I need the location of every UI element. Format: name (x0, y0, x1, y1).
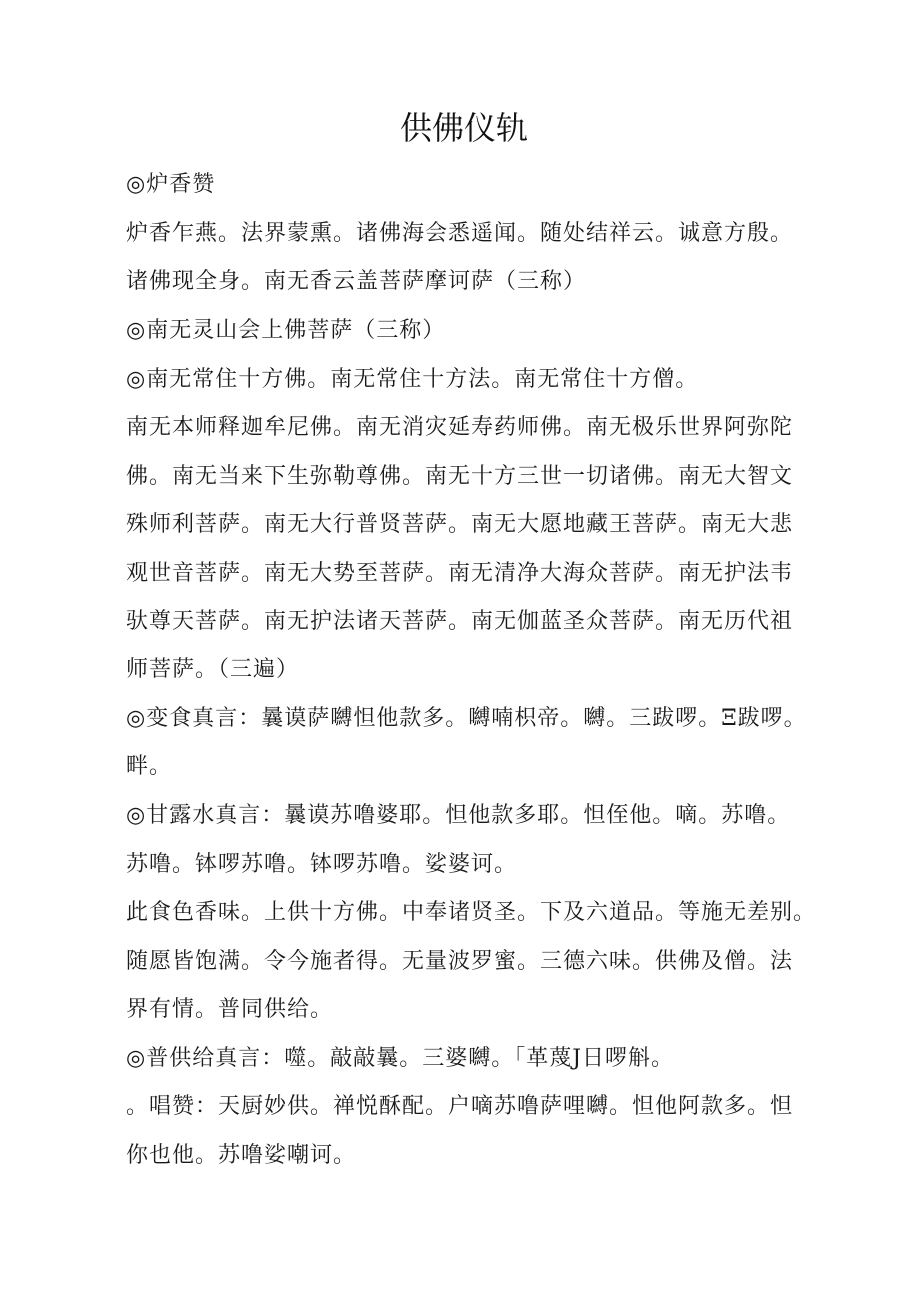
text-line: 炉香乍燕。法界蒙熏。诸佛海会悉遥闻。随处结祥云。诚意方殷。 (126, 221, 794, 246)
heading-three-jewels: ◎南无常住十方佛。南无常住十方法。南无常住十方僧。 (126, 367, 699, 392)
text-line: 驮尊天菩萨。南无护法诸天菩萨。南无伽蓝圣众菩萨。南无历代祖 (126, 609, 794, 634)
document-title: 供佛仪轨 (399, 109, 528, 147)
text-line: 观世音菩萨。南无大势至菩萨。南无清净大海众菩萨。南无护法韦 (126, 561, 794, 586)
heading-nectar-mantra: ◎甘露水真言：曩谟苏噜婆耶。怛他款多耶。怛侄他。嘀。苏噜。 (126, 803, 791, 828)
text-line: 师菩萨。（三遍） (126, 657, 300, 682)
text-line: 你也他。苏噜娑嘲诃。 (126, 1143, 357, 1168)
text-line: 畔。 (126, 754, 173, 779)
heading-food-mantra: ◎变食真言：曩谟萨嚩怛他款多。嚩喃枳帝。嚩。三跋啰。Ξ跋啰。 (126, 706, 807, 731)
text-line: 诸佛现全身。南无香云盖菩萨摩诃萨（三称） (126, 269, 587, 294)
text-line: 界有情。普同供给。 (126, 997, 334, 1022)
text-line: 苏噜。钵啰苏噜。钵啰苏噜。娑婆诃。 (126, 852, 518, 877)
heading-incense-praise: ◎炉香赞 (126, 172, 216, 197)
text-line: 此食色香味。上供十方佛。中奉诸贤圣。下及六道品。等施无差别。 (126, 900, 817, 925)
text-line: 殊师利菩萨。南无大行普贤菩萨。南无大愿地藏王菩萨。南无大悲 (126, 512, 794, 537)
text-line: 南无本师释迦牟尼佛。南无消灾延寿药师佛。南无极乐世界阿弥陀 (126, 415, 794, 440)
text-line: 佛。南无当来下生弥勒尊佛。南无十方三世一切诸佛。南无大智文 (126, 464, 794, 489)
text-line: 随愿皆饱满。令今施者得。无量波罗蜜。三德六味。供佛及僧。法 (126, 949, 794, 974)
heading-lingshan: ◎南无灵山会上佛菩萨（三称） (126, 318, 446, 343)
text-line: 。唱赞：天厨妙供。禅悦酥配。户嘀苏噜萨哩嚩。怛他阿款多。怛 (126, 1094, 794, 1119)
heading-offering-mantra: ◎普供给真言：噬。敲敲曩。三婆嚩。「革蔑J日啰斛。 (126, 1046, 675, 1071)
